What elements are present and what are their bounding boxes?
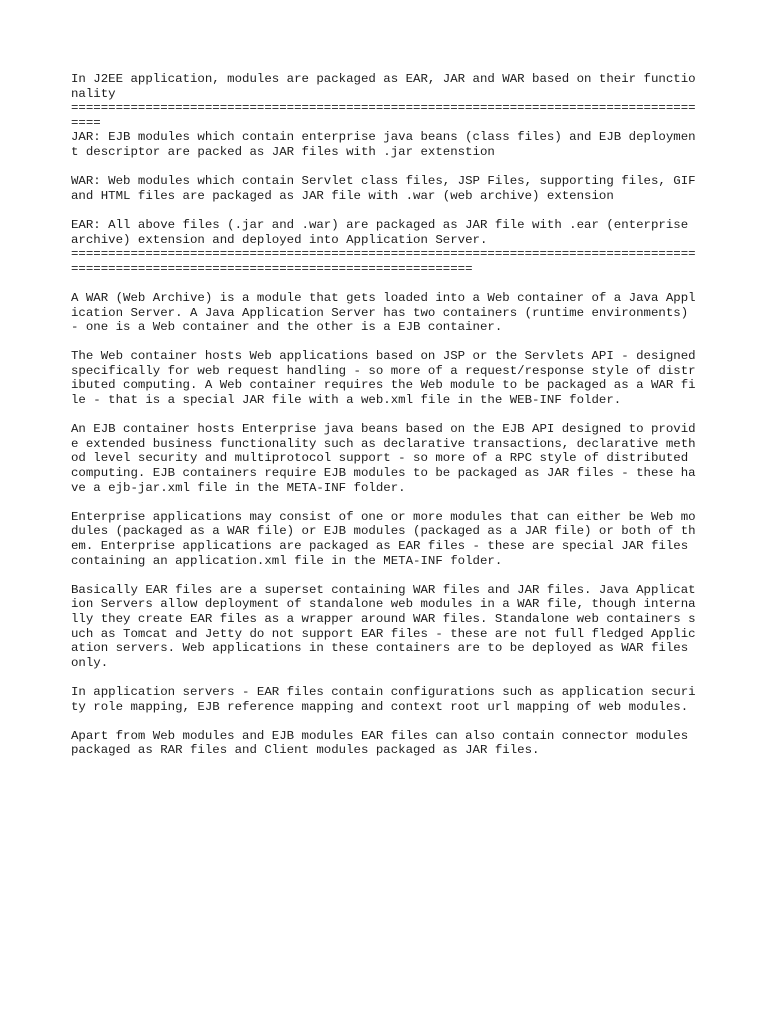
spacer: [71, 335, 699, 350]
body-paragraph: In application servers - EAR files contain configurations such as application security role mapping, EJB reference mapping and context root url mapping of web modules.: [71, 684, 696, 714]
spacer: [71, 408, 699, 423]
separator-rule: ========================================================================================: [71, 101, 696, 130]
spacer: [71, 568, 699, 583]
body-paragraph: The Web container hosts Web applications based on JSP or the Servlets API - designed specifically for web request handling - so more of a request/response style of distributed computing. A Web container requires the Web module to be packaged as a WAR file - that is a special JAR file with a web.xml file in the WEB-INF folder.: [71, 349, 704, 408]
spacer: [71, 160, 699, 175]
ear-paragraph: EAR: All above files (.jar and .war) are packaged as JAR file with .ear (enterprise archive) extension and deployed into Application Server.: [71, 217, 696, 247]
spacer: [71, 495, 699, 510]
body-paragraph: Apart from Web modules and EJB modules EAR files can also contain connector modules packaged as RAR files and Client modules packaged as JAR files.: [71, 728, 696, 758]
spacer: [71, 670, 699, 685]
body-paragraph: An EJB container hosts Enterprise java beans based on the EJB API designed to provide extended business functionality such as declarative transactions, declarative method level security and multiprotocol support - so more of a RPC style of distributed computing. EJB containers require EJB modules to be packaged as JAR files - these have a ejb-jar.xml file in the META-INF folder.: [71, 422, 696, 495]
spacer: [71, 714, 699, 729]
jar-paragraph: JAR: EJB modules which contain enterprise java beans (class files) and EJB deployment descriptor are packed as JAR files with .jar extenstion: [71, 130, 696, 159]
war-paragraph: WAR: Web modules which contain Servlet class files, JSP Files, supporting files, GIF and HTML files are packaged as JAR file with .war (web archive) extension: [71, 174, 704, 203]
spacer: [71, 276, 699, 291]
body-paragraph: A WAR (Web Archive) is a module that gets loaded into a Web container of a Java Application Server. A Java Application Server has two containers (runtime environments) - one is a Web container and the other is a EJB container.: [71, 290, 696, 335]
body-paragraph: Enterprise applications may consist of one or more modules that can either be Web modules (packaged as a WAR file) or EJB modules (packaged as a JAR file) or both of them. Enterprise applications are packaged as EAR files - these are special JAR files containing an application.xml file in the META-INF folder.: [71, 509, 696, 568]
body-paragraph: Basically EAR files are a superset containing WAR files and JAR files. Java Application Servers allow deployment of standalone web modules in a WAR file, though internally they create EAR files as a wrapper around WAR files. Standalone web containers such as Tomcat and Jetty do not support EAR files - these are not full fledged Application servers. Web applications in these containers are to be deployed as WAR files only.: [71, 582, 696, 670]
document-page: [71, 72, 704, 758]
separator-rule: ==========================================================================================================================================: [71, 247, 696, 276]
intro-paragraph: In J2EE application, modules are packaged as EAR, JAR and WAR based on their functionality: [71, 72, 696, 101]
spacer: [71, 203, 699, 218]
